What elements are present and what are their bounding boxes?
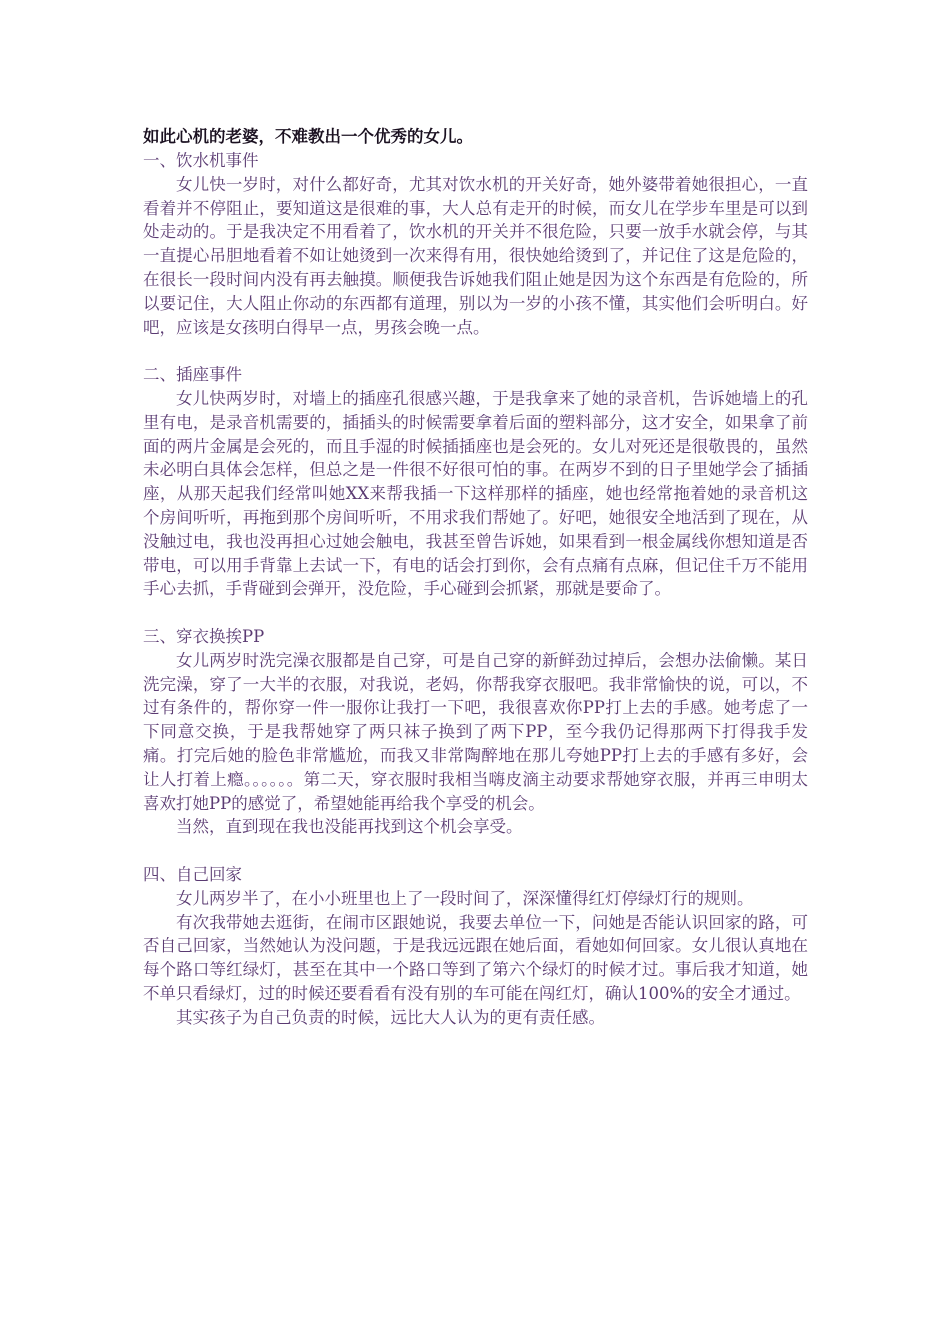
section-heading: 二、插座事件 <box>143 365 242 385</box>
document-title: 如此心机的老婆，不难教出一个优秀的女儿。 <box>143 127 473 146</box>
blank-line <box>143 339 808 363</box>
section-water-dispenser <box>143 149 808 339</box>
paragraph: 女儿快一岁时，对什么都好奇，尤其对饮水机的开关好奇，她外婆带着她很担心，一直看着并不停阻止，要知道这是很难的事，大人总有走开的时候，而女儿在学步车里是可以到处走动的。于是我决定不用看着了，饮水机的开关并不很危险，只要一放手水就会停，与其一直提心吊胆地看着不如让她烫到一次来得有用，很快她给烫到了，并记住了这是危险的，在很长一段时间内没有再去触摸。顺便我告诉她我们阻止她是因为这个东西是有危险的，所以要记住，大人阻止你动的东西都有道理，别以为一岁的小孩不懂，其实他们会听明白。好吧，应该是女孩明白得早一点，男孩会晚一点。 <box>143 174 808 337</box>
section-heading: 四、自己回家 <box>143 864 242 884</box>
section-heading: 一、饮水机事件 <box>143 151 259 170</box>
paragraph: 女儿两岁半了，在小小班里也上了一段时间了，深深懂得红灯停绿灯行的规则。 <box>176 888 754 908</box>
document-page <box>143 125 808 1029</box>
section-dressing <box>143 625 808 839</box>
section-heading: 三、穿衣换挨PP <box>143 626 265 646</box>
paragraph: 有次我带她去逛街，在闹市区跟她说，我要去单位一下，问她是否能认识回家的路，可否自己回家，当然她认为没问题，于是我远远跟在她后面，看她如何回家。女儿很认真地在每个路口等红绿灯，甚至在其中一个路口等到了第六个绿灯的时候才过。事后我才知道，她不单只看绿灯，过的时候还要看看有没有别的车可能在闯红灯，确认100%的安全才通过。 <box>143 912 808 1003</box>
paragraph: 当然，直到现在我也没能再找到这个机会享受。 <box>176 817 523 837</box>
section-power-socket <box>143 363 808 601</box>
paragraph: 女儿两岁时洗完澡衣服都是自己穿，可是自己穿的新鲜劲过掉后，会想办法偷懒。某日洗完澡，穿了一大半的衣服，对我说，老妈，你帮我穿衣服吧。我非常愉快的说，可以，不过有条件的，帮你穿一件一服你让我打一下吧，我很喜欢你PP打上去的手感。她考虑了一下同意交换，于是我帮她穿了两只袜子换到了两下PP，至今我仍记得那两下打得我手发痛。打完后她的脸色非常尴尬，而我又非常陶醉地在那儿夸她PP打上去的手感有多好，会让人打着上瘾。。。。。。第二天，穿衣服时我相当嗨皮滴主动要求帮她穿衣服，并再三申明太喜欢打她PP的感觉了，希望她能再给我个享受的机会。 <box>143 650 808 813</box>
paragraph: 其实孩子为自己负责的时候，远比大人认为的更有责任感。 <box>176 1007 605 1027</box>
section-going-home <box>143 863 808 1030</box>
blank-line <box>143 601 808 625</box>
paragraph: 女儿快两岁时，对墙上的插座孔很感兴趣，于是我拿来了她的录音机，告诉她墙上的孔里有电，是录音机需要的，插插头的时候需要拿着后面的塑料部分，这才安全，如果拿了前面的两片金属是会死的，而且手湿的时候插插座也是会死的。女儿对死还是很敬畏的，虽然未必明白具体会怎样，但总之是一件很不好很可怕的事。在两岁不到的日子里她学会了插插座，从那天起我们经常叫她XX来帮我插一下这样那样的插座，她也经常拖着她的录音机这个房间听听，再拖到那个房间听听，不用求我们帮她了。好吧，她很安全地活到了现在，从没触过电，我也没再担心过她会触电，我甚至曾告诉她，如果看到一根金属线你想知道是否带电，可以用手背靠上去试一下，有电的话会打到你，会有点痛有点麻，但记住千万不能用手心去抓，手背碰到会弹开，没危险，手心碰到会抓紧，那就是要命了。 <box>143 388 808 599</box>
blank-line <box>143 839 808 863</box>
